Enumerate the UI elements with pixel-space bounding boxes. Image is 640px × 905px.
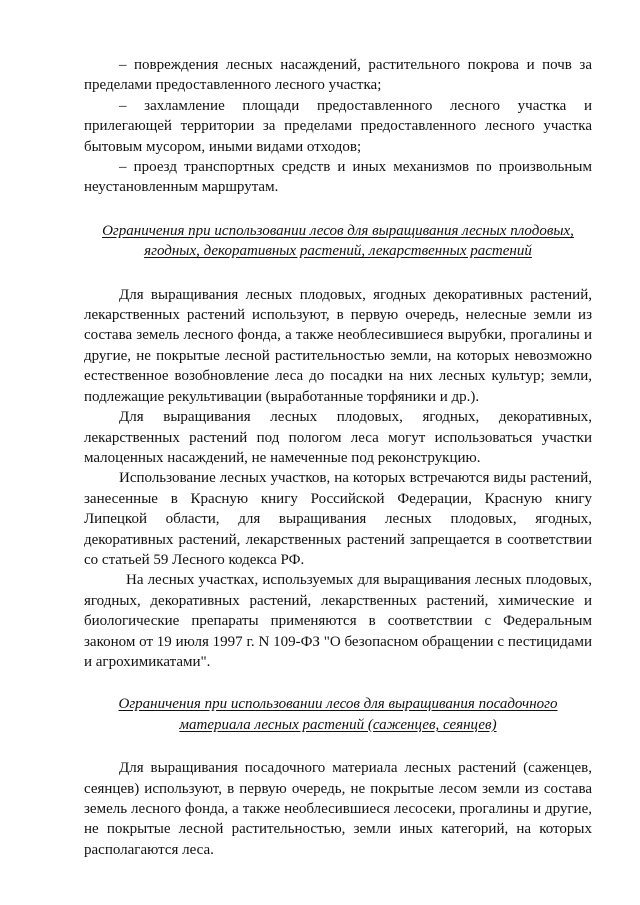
restrictions-list bbox=[84, 55, 592, 198]
list-item: – повреждения лесных насаждений, растительного покрова и почв за пределами предоставленного лесного участка; bbox=[84, 57, 592, 94]
section-planting-material bbox=[84, 694, 592, 860]
paragraph: Для выращивания лесных плодовых, ягодных декоративных растений, лекарственных растений используют, в первую очередь, нелесные земли из состава земель лесного фонда, а также необлесившиеся вырубки, прогалины и другие, не покрытые лесной растительностью земли, на которых невозможно естественное возобновление леса до посадки на них лесных культур; земли, подлежащие рекультивации (выработанные торфяники и др.). bbox=[84, 286, 592, 405]
paragraph: Для выращивания лесных плодовых, ягодных, декоративных, лекарственных растений под пологом леса могут использоваться участки малоценных насаждений, не намеченные под реконструкцию. bbox=[84, 409, 592, 466]
document-page bbox=[84, 55, 592, 860]
section-fruit-berry-plants bbox=[84, 221, 592, 673]
paragraph: Для выращивания посадочного материала лесных растений (саженцев, сеянцев) используют, в первую очередь, не покрытые лесом земли из состава земель лесного фонда, а также необлесившиеся лесосеки, прогалины и другие, не покрытые лесной растительностью, земли иных категорий, на которых располагаются леса. bbox=[84, 760, 592, 858]
paragraph: На лесных участках, используемых для выращивания лесных плодовых, ягодных, декоративных растений, лекарственных растений, химические и биологические препараты применяются в соответствии с Федеральным законом от 19 июля 1997 г. N 109-ФЗ "О безопасном обращении с пестицидами и агрохимикатами". bbox=[84, 572, 592, 670]
paragraph: Использование лесных участков, на которых встречаются виды растений, занесенные в Красную книгу Российской Федерации, Красную книгу Липецкой области, для выращивания лесных плодовых, ягодных, декоративных растений, лекарственных растений запрещается в соответствии со статьей 59 Лесного кодекса РФ. bbox=[84, 470, 592, 568]
section-heading: Ограничения при использовании лесов для выращивания посадочного материала лесных растений (саженцев, сеянцев) bbox=[118, 696, 558, 733]
section-heading: Ограничения при использовании лесов для выращивания лесных плодовых, ягодных, декоративных растений, лекарственных растений bbox=[102, 222, 574, 260]
list-item: – захламление площади предоставленного лесного участка и прилегающей территории за пределами предоставленного лесного участка бытовым мусором, иными видами отходов; bbox=[84, 97, 592, 155]
list-item: – проезд транспортных средств и иных механизмов по произвольным неустановленным маршрутам. bbox=[84, 159, 592, 196]
